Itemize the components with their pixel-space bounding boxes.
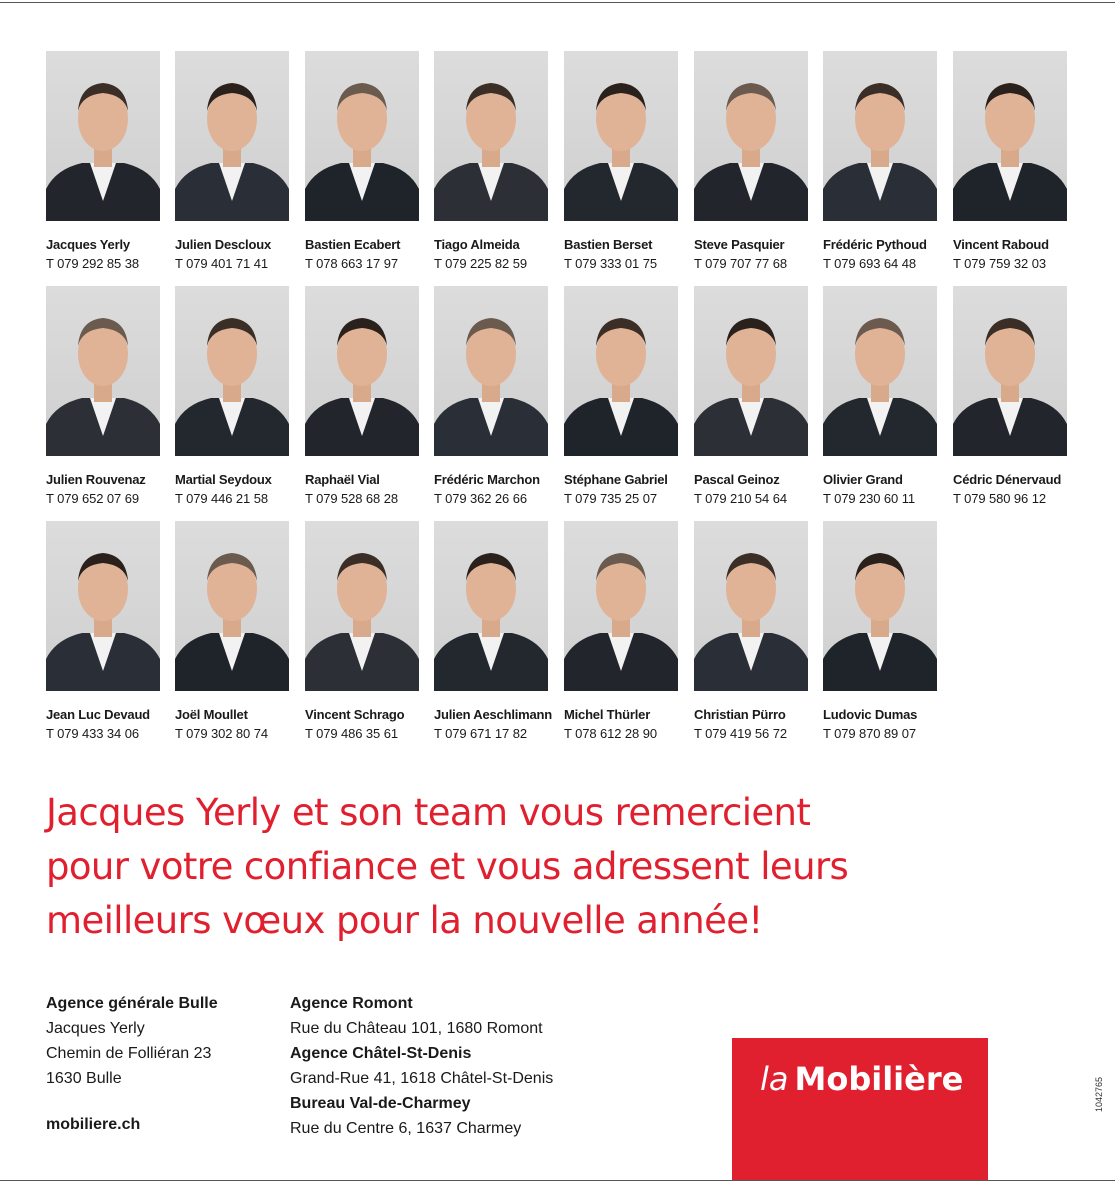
- logo-wordmark: [760, 1060, 963, 1098]
- team-member-name: Frédéric Pythoud: [823, 237, 927, 252]
- portrait-photo: [823, 286, 937, 456]
- team-member-name: Olivier Grand: [823, 472, 903, 487]
- team-member-phone: T 079 302 80 74: [175, 726, 268, 741]
- bureau-charmey-title: Bureau Val-de-Charmey: [290, 1095, 471, 1112]
- team-member-name: Tiago Almeida: [434, 237, 520, 252]
- la-mobiliere-logo: [732, 1038, 988, 1180]
- team-member-phone: T 079 446 21 58: [175, 491, 268, 506]
- agence-chatel-address: Grand-Rue 41, 1618 Châtel-St-Denis: [290, 1070, 554, 1087]
- team-member-phone: T 079 759 32 03: [953, 256, 1046, 271]
- portrait-photo: [46, 286, 160, 456]
- portrait-photo: [694, 51, 808, 221]
- headline-line: pour votre confiance et vous adressent leurs: [46, 845, 849, 888]
- agence-bulle-title: Agence générale Bulle: [46, 995, 218, 1012]
- team-member-phone: T 079 486 35 61: [305, 726, 398, 741]
- team-member-name: Steve Pasquier: [694, 237, 785, 252]
- team-member-phone: T 079 433 34 06: [46, 726, 139, 741]
- team-member-name: Julien Rouvenaz: [46, 472, 146, 487]
- logo-prefix: la: [760, 1060, 789, 1098]
- other-agencies-block: [290, 991, 553, 1141]
- logo-brand: Mobilière: [794, 1060, 964, 1098]
- team-member-name: Stéphane Gabriel: [564, 472, 668, 487]
- team-member-name: Pascal Geinoz: [694, 472, 780, 487]
- team-member-name: Jacques Yerly: [46, 237, 130, 252]
- portrait-photo: [175, 286, 289, 456]
- team-member-name: Jean Luc Devaud: [46, 707, 150, 722]
- agence-romont-address: Rue du Château 101, 1680 Romont: [290, 1020, 543, 1037]
- team-member-phone: T 079 693 64 48: [823, 256, 916, 271]
- team-member-name: Bastien Berset: [564, 237, 653, 252]
- portrait-photo: [953, 51, 1067, 221]
- portrait-photo: [305, 521, 419, 691]
- agence-bulle-line: Chemin de Folliéran 23: [46, 1045, 212, 1062]
- team-member-phone: T 079 419 56 72: [694, 726, 787, 741]
- portrait-photo: [434, 286, 548, 456]
- team-member-phone: T 079 707 77 68: [694, 256, 787, 271]
- team-member-phone: T 078 612 28 90: [564, 726, 657, 741]
- team-member-phone: T 079 652 07 69: [46, 491, 139, 506]
- portrait-photo: [694, 521, 808, 691]
- team-member-name: Vincent Schrago: [305, 707, 405, 722]
- headline-line: meilleurs vœux pour la nouvelle année!: [46, 899, 763, 942]
- website-link[interactable]: mobiliere.ch: [46, 1116, 141, 1133]
- team-member-phone: T 079 210 54 64: [694, 491, 787, 506]
- team-member-phone: T 079 528 68 28: [305, 491, 398, 506]
- agence-romont-title: Agence Romont: [290, 995, 413, 1012]
- team-member-phone: T 079 870 89 07: [823, 726, 916, 741]
- team-member-name: Julien Descloux: [175, 237, 271, 252]
- team-member-phone: T 079 225 82 59: [434, 256, 527, 271]
- agence-chatel-title: Agence Châtel-St-Denis: [290, 1045, 472, 1062]
- team-member-name: Joël Moullet: [175, 707, 248, 722]
- portrait-photo: [46, 51, 160, 221]
- team-member-phone: T 079 401 71 41: [175, 256, 268, 271]
- team-member-phone: T 079 671 17 82: [434, 726, 527, 741]
- bureau-charmey-address: Rue du Centre 6, 1637 Charmey: [290, 1120, 522, 1137]
- portrait-photo: [694, 286, 808, 456]
- top-rule: [0, 2, 1115, 3]
- team-member-name: Julien Aeschlimann: [434, 707, 553, 722]
- agence-bulle-block: [46, 991, 218, 1091]
- portrait-photo: [564, 521, 678, 691]
- portrait-photo: [434, 521, 548, 691]
- team-member-phone: T 079 230 60 11: [823, 491, 915, 506]
- team-member-phone: T 078 663 17 97: [305, 256, 398, 271]
- portrait-photo: [953, 286, 1067, 456]
- team-member-name: Martial Seydoux: [175, 472, 272, 487]
- team-member-phone: T 079 333 01 75: [564, 256, 657, 271]
- portrait-photo: [175, 521, 289, 691]
- team-member-name: Frédéric Marchon: [434, 472, 540, 487]
- headline-line: Jacques Yerly et son team vous remercient: [46, 791, 811, 834]
- team-member-phone: T 079 362 26 66: [434, 491, 527, 506]
- portrait-photo: [305, 51, 419, 221]
- team-member-name: Michel Thürler: [564, 707, 651, 722]
- portrait-photo: [823, 521, 937, 691]
- team-member-name: Raphaël Vial: [305, 472, 380, 487]
- team-member-name: Cédric Dénervaud: [953, 472, 1062, 487]
- team-member-name: Vincent Raboud: [953, 237, 1049, 252]
- portrait-photo: [46, 521, 160, 691]
- portrait-photo: [823, 51, 937, 221]
- thank-you-headline: [46, 786, 1006, 948]
- agence-bulle-line: Jacques Yerly: [46, 1020, 145, 1037]
- document-number: 1042765: [1094, 1076, 1104, 1112]
- bottom-rule: [0, 1180, 1115, 1181]
- team-member-phone: T 079 292 85 38: [46, 256, 139, 271]
- portrait-photo: [564, 51, 678, 221]
- portrait-photo: [434, 51, 548, 221]
- team-member-name: Ludovic Dumas: [823, 707, 918, 722]
- portrait-photo: [175, 51, 289, 221]
- portrait-photo: [305, 286, 419, 456]
- portrait-photo: [564, 286, 678, 456]
- team-member-name: Christian Pürro: [694, 707, 786, 722]
- team-member-name: Bastien Ecabert: [305, 237, 401, 252]
- team-member-phone: T 079 735 25 07: [564, 491, 657, 506]
- agence-bulle-line: 1630 Bulle: [46, 1070, 122, 1087]
- team-member-phone: T 079 580 96 12: [953, 491, 1046, 506]
